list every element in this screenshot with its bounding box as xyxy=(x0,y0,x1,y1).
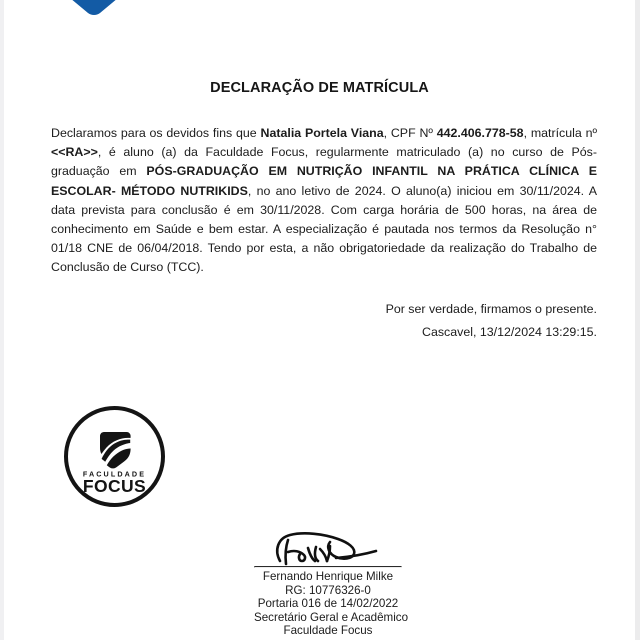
handwritten-signature-icon xyxy=(254,528,402,566)
signatory-portaria: Portaria 016 de 14/02/2022 xyxy=(257,597,399,611)
paragraph-text-enrollment-label: , matrícula nº xyxy=(523,126,597,140)
student-name: Natalia Portela Viana xyxy=(260,126,384,140)
closing-statement: Por ser verdade, firmamos o presente. xyxy=(385,302,597,316)
header-brand-mark-icon xyxy=(66,0,122,17)
paragraph-text-tail: , no ano letivo de 2024. O aluno(a) iniciou em 30/11/2024. A data prevista para conclusão é em 30/11/2028. Com carga horária de 500 horas, na área de conhecimento em Saúde e bem estar. A especialização é pautada nos termos da Resolução n° 01/18 CNE de 06/04/2018. Tendo por esta, a não obrigatoriedade da realização do Trabalho de Conclusão de Curso (TCC). xyxy=(51,183,597,275)
signatory-rg: RG: 10776326-0 xyxy=(285,583,371,597)
faculdade-focus-seal-icon xyxy=(62,404,167,509)
paragraph-text-cpf-label: , CPF Nº xyxy=(383,126,437,140)
signature-block xyxy=(254,528,409,638)
student-cpf: 442.406.778-58 xyxy=(436,126,524,140)
closing-block xyxy=(51,298,597,344)
signatory-institution: Faculdade Focus xyxy=(283,624,373,638)
paragraph-text-middle: , é aluno (a) da Faculdade Focus, regularmente matriculado (a) no curso de Pós-graduação em xyxy=(51,145,597,179)
seal-bottom-text: FOCUS xyxy=(82,476,147,496)
seal-top-text: FACULDADE xyxy=(82,469,147,479)
enrollment-number: <<RA>> xyxy=(51,145,98,160)
declaration-paragraph xyxy=(51,124,597,278)
signatory-role: Secretário Geral e Acadêmico xyxy=(254,610,409,624)
place-and-datetime: Cascavel, 13/12/2024 13:29:15. xyxy=(422,325,597,339)
course-name: PÓS-GRADUAÇÃO EM NUTRIÇÃO INFANTIL NA PRÁTICA CLÍNICA E ESCOLAR- MÉTODO NUTRIKIDS xyxy=(51,164,597,198)
paragraph-text-lead: Declaramos para os devidos fins que xyxy=(51,126,261,140)
signatory-details xyxy=(254,568,409,638)
document-title: DECLARAÇÃO DE MATRÍCULA xyxy=(210,80,429,96)
signatory-name: Fernando Henrique Milke xyxy=(262,570,394,583)
